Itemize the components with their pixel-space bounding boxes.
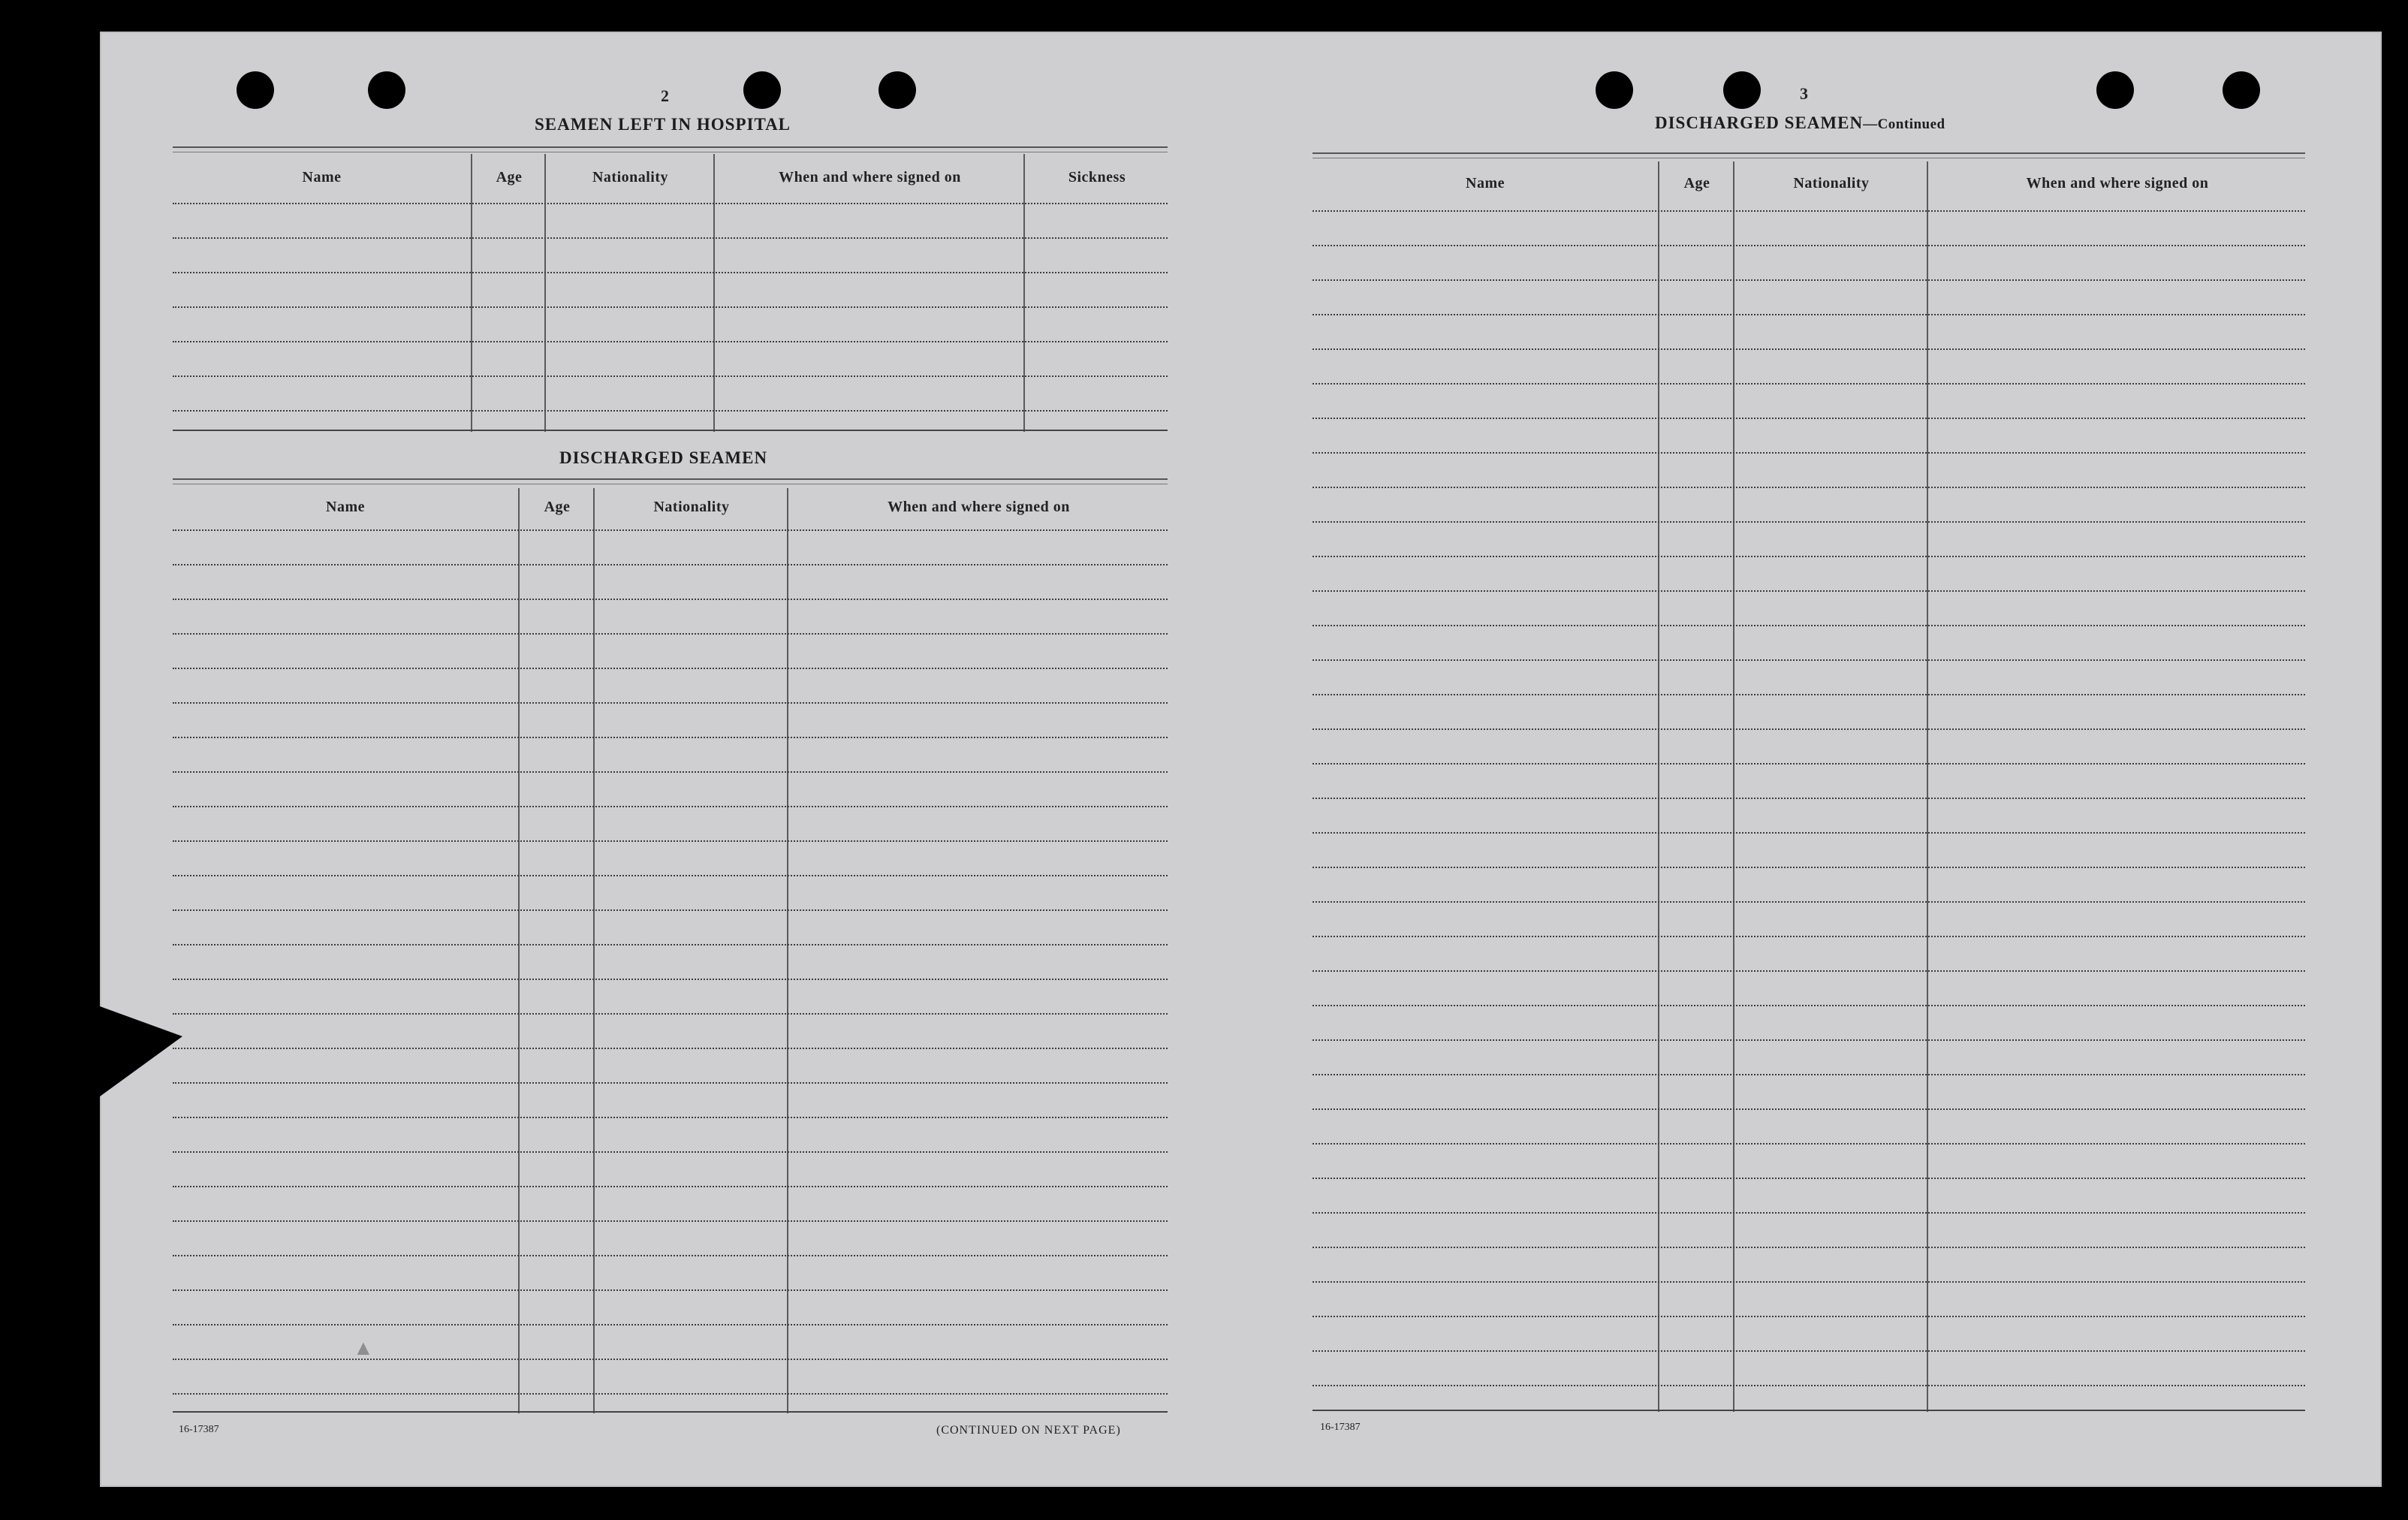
entry-line: [1312, 418, 2305, 419]
entry-line: [173, 806, 1168, 807]
entry-line: [173, 1393, 1168, 1395]
entry-line: [1312, 590, 2305, 592]
entry-line: [173, 203, 1168, 204]
entry-line: [1312, 1316, 2305, 1317]
column-header: Sickness: [1068, 169, 1126, 185]
entry-line: [1312, 901, 2305, 903]
entry-line: [1312, 556, 2305, 557]
entry-line: [173, 341, 1168, 342]
continued-note: (CONTINUED ON NEXT PAGE): [936, 1424, 1121, 1437]
entry-line: [173, 599, 1168, 600]
entry-line: [1312, 1108, 2305, 1110]
entry-line: [173, 564, 1168, 565]
column-header: Name: [1466, 175, 1505, 192]
discharged-top-rule: [173, 478, 1168, 480]
hospital-top-rule: [173, 146, 1168, 148]
entry-line: [173, 944, 1168, 945]
entry-line: [173, 1117, 1168, 1118]
entry-line: [173, 1359, 1168, 1360]
entry-line: [1312, 728, 2305, 730]
column-header: Age: [496, 169, 523, 185]
table-bottom-rule: [1312, 1410, 2305, 1411]
right-section-title: [1655, 113, 1945, 133]
column-header: Nationality: [653, 499, 730, 515]
entry-line: [1312, 245, 2305, 246]
punch-hole: [237, 71, 274, 109]
table-column: [1023, 154, 1169, 432]
entry-line: [173, 979, 1168, 980]
entry-line: [173, 1013, 1168, 1015]
entry-line: [1312, 1074, 2305, 1075]
entry-line: [1312, 694, 2305, 695]
column-header: Nationality: [1793, 175, 1870, 192]
entry-line: [1312, 1385, 2305, 1386]
column-header: When and where signed on: [779, 169, 961, 185]
discharged-section-title: DISCHARGED SEAMEN: [559, 448, 768, 467]
entry-line: [173, 702, 1168, 704]
entry-line: [1312, 659, 2305, 661]
punch-hole: [879, 71, 916, 109]
entry-line: [1312, 1143, 2305, 1145]
entry-line: [1312, 279, 2305, 281]
entry-line: [173, 668, 1168, 669]
table-bottom-rule: [173, 1411, 1168, 1413]
hospital-table: [173, 154, 1168, 432]
entry-line: [173, 1220, 1168, 1222]
entry-line: [1312, 210, 2305, 212]
entry-line: [173, 375, 1168, 377]
entry-line: [173, 1151, 1168, 1153]
punch-hole: [1723, 71, 1761, 109]
entry-line: [173, 771, 1168, 773]
entry-line: [1312, 521, 2305, 523]
entry-line: [1312, 1350, 2305, 1352]
entry-line: [1312, 1281, 2305, 1283]
form-number-right: 16-17387: [1320, 1422, 1361, 1433]
entry-line: [1312, 763, 2305, 765]
punch-hole: [2223, 71, 2260, 109]
table-column: [787, 488, 1169, 1413]
column-header: Name: [326, 499, 365, 515]
entry-line: [173, 237, 1168, 239]
entry-line: [1312, 1247, 2305, 1248]
entry-line: [1312, 625, 2305, 626]
column-header: When and where signed on: [2026, 175, 2209, 192]
faint-mark: ▲: [353, 1337, 374, 1360]
entry-line: [173, 1289, 1168, 1291]
entry-line: [173, 529, 1168, 531]
punch-hole: [2096, 71, 2134, 109]
page-number-right: 3: [1800, 84, 1808, 103]
entry-line: [173, 410, 1168, 412]
entry-line: [173, 1048, 1168, 1049]
right-discharged-table: [1312, 161, 2305, 1412]
entry-line: [1312, 348, 2305, 350]
column-header: When and where signed on: [888, 499, 1070, 515]
table-column: [173, 154, 471, 432]
right-section-title-suffix: —Continued: [1863, 116, 1945, 132]
table-bottom-rule: [173, 430, 1168, 431]
punch-hole: [368, 71, 405, 109]
torn-notch: [100, 1006, 182, 1096]
entry-line: [173, 875, 1168, 876]
entry-line: [173, 909, 1168, 911]
entry-line: [173, 1186, 1168, 1187]
table-column: [518, 488, 595, 1413]
entry-line: [1312, 452, 2305, 454]
column-header: Nationality: [592, 169, 669, 185]
right-top-rule: [1312, 152, 2305, 154]
table-column: [713, 154, 1025, 432]
page-number-left: 2: [661, 86, 669, 105]
entry-line: [1312, 970, 2305, 972]
column-header: Name: [302, 169, 342, 185]
entry-line: [173, 1324, 1168, 1325]
entry-line: [1312, 867, 2305, 868]
entry-line: [173, 272, 1168, 273]
punch-hole: [743, 71, 781, 109]
punch-hole: [1596, 71, 1633, 109]
hospital-section-title: SEAMEN LEFT IN HOSPITAL: [535, 115, 791, 134]
column-header: Age: [1683, 175, 1710, 192]
entry-line: [173, 1082, 1168, 1084]
entry-line: [1312, 383, 2305, 385]
form-number-left: 16-17387: [179, 1424, 219, 1435]
table-column: [544, 154, 715, 432]
table-column: [593, 488, 788, 1413]
entry-line: [1312, 1005, 2305, 1006]
entry-line: [1312, 1212, 2305, 1214]
entry-line: [1312, 832, 2305, 834]
entry-line: [1312, 1178, 2305, 1179]
entry-line: [1312, 314, 2305, 315]
table-column: [173, 488, 518, 1413]
entry-line: [173, 633, 1168, 635]
entry-line: [173, 840, 1168, 842]
entry-line: [173, 737, 1168, 738]
entry-line: [173, 306, 1168, 308]
entry-line: [1312, 1039, 2305, 1041]
entry-line: [1312, 936, 2305, 937]
table-column: [471, 154, 546, 432]
discharged-table: [173, 488, 1168, 1413]
right-section-title-main: DISCHARGED SEAMEN: [1655, 113, 1864, 132]
entry-line: [173, 1255, 1168, 1256]
entry-line: [1312, 487, 2305, 488]
column-header: Age: [544, 499, 571, 515]
entry-line: [1312, 798, 2305, 799]
